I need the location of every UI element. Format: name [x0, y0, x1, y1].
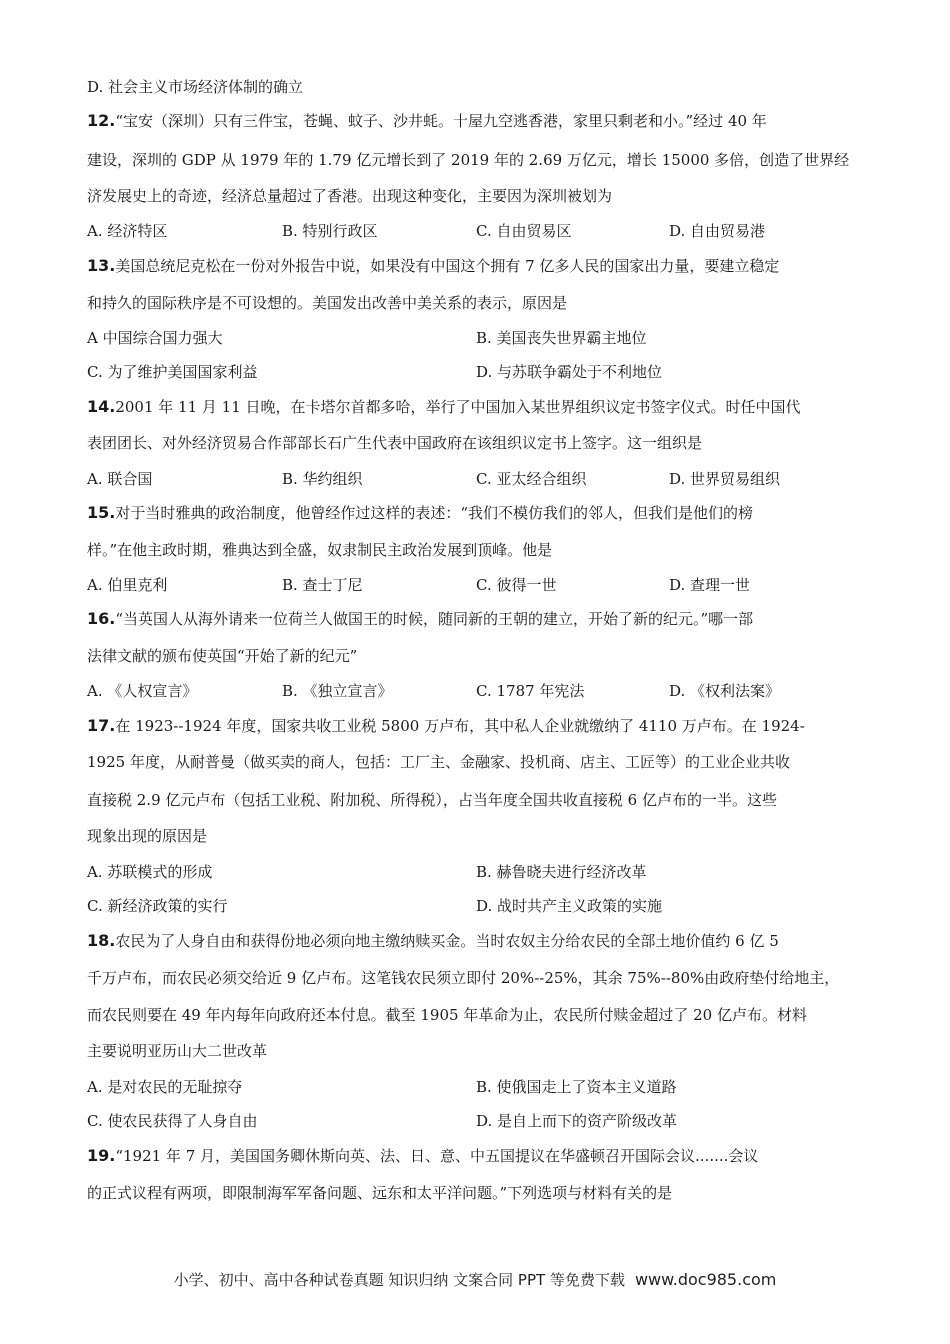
option-d-q11: D. 社会主义市场经济体制的确立	[87, 78, 304, 96]
option-c: C. 亚太经合组织	[476, 470, 587, 488]
option-d: D. 是自上而下的资产阶级改革	[476, 1112, 678, 1130]
question-16-line-1: 16.“当英国人从海外请来一位荷兰人做国王的时候，随同新的王朝的建立，开始了新的纪元。”哪一部	[87, 609, 754, 628]
question-18-line-1: 18.农民为了人身自由和获得份地必须向地主缴纳赎买金。当时农奴主分给农民的全部土地价值约 6 亿 5	[87, 931, 779, 950]
question-12-line-2: 建设，深圳的 GDP 从 1979 年的 1.79 亿元增长到了 2019 年的 2.69 万亿元，增长 15000 多倍，创造了世界经	[87, 151, 850, 169]
option-a: A. 联合国	[87, 470, 153, 488]
option-b: B. 美国丧失世界霸主地位	[476, 329, 647, 347]
question-17-line-3: 直接税 2.9 亿元卢布（包括工业税、附加税、所得税），占当年度全国共收直接税 6 亿卢布的一半。这些	[87, 791, 777, 809]
question-12-line-3: 济发展史上的奇迹，经济总量超过了香港。出现这种变化，主要因为深圳被划为	[87, 187, 613, 205]
option-c: C. 1787 年宪法	[476, 682, 585, 700]
option-a: A. 是对农民的无耻掠夺	[87, 1078, 243, 1096]
option-a: A. 经济特区	[87, 222, 168, 240]
question-number: 14.	[87, 397, 116, 416]
question-number: 15.	[87, 503, 116, 522]
question-number: 17.	[87, 716, 116, 735]
question-19-line-2: 的正式议程有两项，即限制海军军备问题、远东和太平洋问题。”下列选项与材料有关的是	[87, 1184, 673, 1202]
question-17-line-4: 现象出现的原因是	[87, 827, 208, 845]
question-number: 16.	[87, 609, 116, 628]
question-15-line-1: 15.对于当时雅典的政治制度，他曾经作过这样的表述：“我们不模仿我们的邻人，但我们是他们的榜	[87, 503, 754, 522]
option-d: D. 世界贸易组织	[669, 470, 781, 488]
question-14-line-1: 14.2001 年 11 月 11 日晚，在卡塔尔首都多哈，举行了中国加入某世界组织议定书签字仪式。时任中国代	[87, 397, 801, 416]
question-18-line-2: 千万卢布，而农民必须交给近 9 亿卢布。这笔钱农民须立即付 20%--25%，其余 75%--80%由政府垫付给地主，	[87, 969, 840, 987]
option-b: B. 查士丁尼	[282, 576, 363, 594]
question-number: 18.	[87, 931, 116, 950]
question-17-line-1: 17.在 1923--1924 年度，国家共收工业税 5800 万卢布，其中私人企业就缴纳了 4110 万卢布。在 1924-	[87, 716, 805, 735]
option-d: D. 与苏联争霸处于不利地位	[476, 363, 663, 381]
option-b: B. 《独立宣言》	[282, 682, 393, 700]
option-d: D. 战时共产主义政策的实施	[476, 897, 663, 915]
option-d: D. 查理一世	[669, 576, 751, 594]
question-16-line-2: 法律文献的颁布使英国“开始了新的纪元”	[87, 647, 358, 665]
option-c: C. 彼得一世	[476, 576, 557, 594]
question-19-line-1: 19.“1921 年 7 月，美国国务卿休斯向英、法、日、意、中五国提议在华盛顿召开国际会议.......会议	[87, 1146, 759, 1165]
question-number: 19.	[87, 1146, 116, 1165]
option-c: C. 为了维护美国国家利益	[87, 363, 258, 381]
option-c: C. 自由贸易区	[476, 222, 572, 240]
question-18-line-4: 主要说明亚历山大二世改革	[87, 1042, 268, 1060]
option-d: D. 自由贸易港	[669, 222, 766, 240]
footer-url-link[interactable]: www.doc985.com	[634, 1270, 777, 1289]
option-a: A. 《人权宣言》	[87, 682, 198, 700]
page-footer	[0, 1270, 950, 1290]
option-b: B. 特别行政区	[282, 222, 378, 240]
question-15-line-2: 样。”在他主政时期，雅典达到全盛，奴隶制民主政治发展到顶峰。他是	[87, 541, 553, 559]
question-12-line-1: 12.“宝安（深圳）只有三件宝，苍蝇、蚊子、沙井蚝。十屋九空逃香港，家里只剩老和小。”经过 40 年	[87, 111, 767, 130]
option-b: B. 赫鲁晓夫进行经济改革	[476, 863, 647, 881]
question-17-line-2: 1925 年度，从耐普曼（做买卖的商人，包括：工厂主、金融家、投机商、店主、工匠等）的工业企业共收	[87, 753, 790, 771]
question-number: 12.	[87, 111, 116, 130]
option-b: B. 使俄国走上了资本主义道路	[476, 1078, 677, 1096]
option-c: C. 使农民获得了人身自由	[87, 1112, 258, 1130]
option-a: A 中国综合国力强大	[87, 329, 223, 347]
question-number: 13.	[87, 256, 116, 275]
option-c: C. 新经济政策的实行	[87, 897, 228, 915]
question-18-line-3: 而农民则要在 49 年内每年向政府还本付息。截至 1905 年革命为止，农民所付赎金超过了 20 亿卢布。材料	[87, 1006, 807, 1024]
option-a: A. 伯里克利	[87, 576, 168, 594]
option-d: D. 《权利法案》	[669, 682, 781, 700]
question-14-line-2: 表团团长、对外经济贸易合作部部长石广生代表中国政府在该组织议定书上签字。这一组织是	[87, 434, 703, 452]
footer-text: 小学、初中、高中各种试卷真题 知识归纳 文案合同 PPT 等免费下载	[173, 1271, 625, 1289]
question-13-line-2: 和持久的国际秩序是不可设想的。美国发出改善中美关系的表示，原因是	[87, 294, 568, 312]
question-13-line-1: 13.美国总统尼克松在一份对外报告中说，如果没有中国这个拥有 7 亿多人民的国家出力量，要建立稳定	[87, 256, 780, 275]
option-b: B. 华约组织	[282, 470, 363, 488]
option-a: A. 苏联模式的形成	[87, 863, 213, 881]
